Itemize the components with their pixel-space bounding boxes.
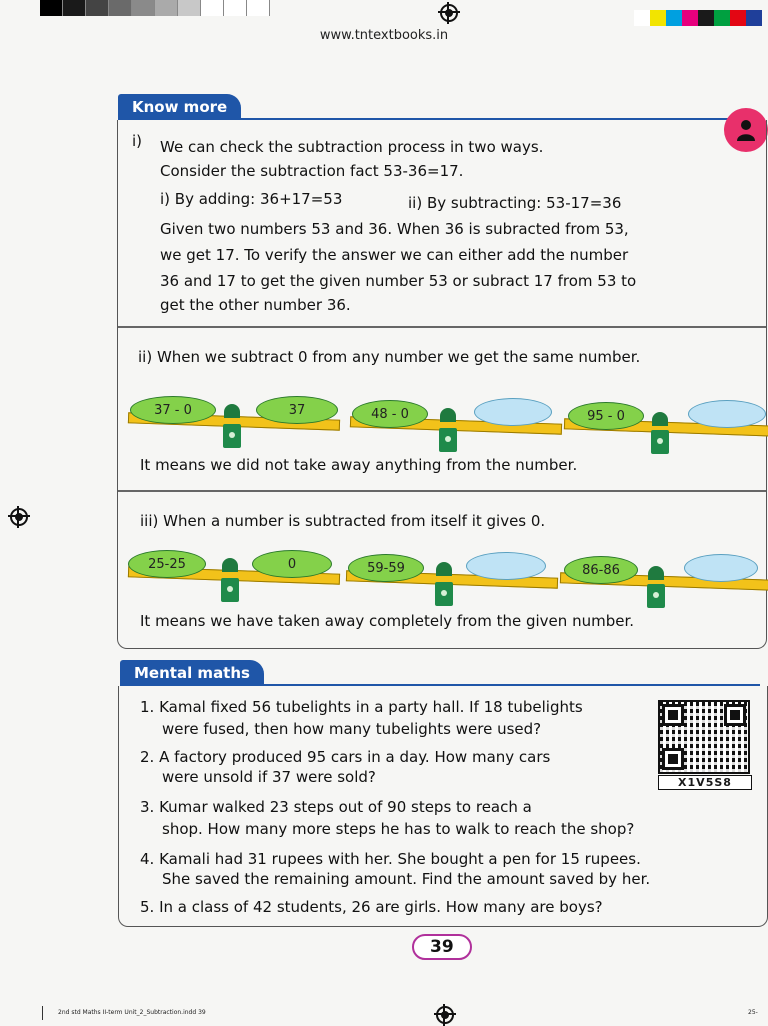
balance-scale-3 — [564, 402, 768, 472]
gray-swatch — [63, 0, 86, 16]
q1-line1: 1. Kamal fixed 56 tubelights in a party hall. If 18 tubelights — [140, 698, 583, 716]
scale-answer-pan — [684, 554, 758, 582]
crop-mark — [42, 1006, 43, 1020]
color-swatch — [698, 10, 714, 26]
scale-answer-pan — [474, 398, 552, 426]
gray-swatch — [178, 0, 201, 16]
q5-line: 5. In a class of 42 students, 26 are girls. How many are boys? — [140, 898, 603, 916]
website-url: www.tntextbooks.in — [319, 28, 449, 43]
q3-line1: 3. Kumar walked 23 steps out of 90 steps to reach a — [140, 798, 532, 816]
registration-mark-left — [10, 508, 28, 526]
gray-swatch — [224, 0, 247, 16]
color-swatch — [714, 10, 730, 26]
color-swatch — [682, 10, 698, 26]
p3-text: iii) When a number is subtracted from itself it gives 0. — [140, 512, 546, 530]
p1-line1: We can check the subtraction process in two ways. — [160, 138, 544, 156]
p1-by-adding: i) By adding: 36+17=53 — [160, 190, 343, 208]
q4-line1: 4. Kamali had 31 rupees with her. She bought a pen for 15 rupees. — [140, 850, 641, 868]
page-number: 39 — [412, 934, 472, 960]
registration-mark-bottom — [436, 1006, 454, 1024]
qr-code-label: X1V5S8 — [658, 775, 752, 790]
grayscale-print-strip — [40, 0, 270, 16]
scale-left-pan: 48 - 0 — [352, 400, 428, 428]
p2-note: It means we did not take away anything from the number. — [140, 456, 578, 474]
scale-left-pan: 25-25 — [128, 550, 206, 578]
p1-by-subtracting: ii) By subtracting: 53-17=36 — [408, 194, 622, 212]
scale-answer-pan — [688, 400, 766, 428]
p1-line4: Given two numbers 53 and 36. When 36 is subracted from 53, — [160, 220, 629, 238]
gray-swatch — [109, 0, 132, 16]
p1-line2: Consider the subtraction fact 53-36=17. — [160, 162, 464, 180]
q2-line2: were unsold if 37 were sold? — [162, 768, 376, 786]
q3-line2: shop. How many more steps he has to walk to reach the shop? — [162, 820, 635, 838]
scale-left-pan: 37 - 0 — [130, 396, 216, 424]
know-more-title: Know more — [118, 94, 241, 120]
registration-mark-top — [440, 4, 458, 22]
scale-right-pan: 0 — [252, 550, 332, 578]
color-swatch — [650, 10, 666, 26]
p3-note: It means we have taken away completely from the given number. — [140, 612, 634, 630]
footer-filename: 2nd std Maths II-term Unit_2_Subtraction.indd 39 — [58, 1009, 206, 1016]
p2-text: ii) When we subtract 0 from any number we get the same number. — [138, 348, 641, 366]
qr-code-block[interactable] — [658, 700, 752, 790]
gray-swatch — [132, 0, 155, 16]
scale-left-pan: 59-59 — [348, 554, 424, 582]
color-swatch — [666, 10, 682, 26]
q2-line1: 2. A factory produced 95 cars in a day. How many cars — [140, 748, 551, 766]
p1-line6: 36 and 17 to get the given number 53 or subract 17 from 53 to — [160, 272, 637, 290]
scale-right-pan: 37 — [256, 396, 338, 424]
mental-maths-title: Mental maths — [120, 660, 264, 686]
p1-line7: get the other number 36. — [160, 296, 351, 314]
q4-line2: She saved the remaining amount. Find the amount saved by her. — [162, 870, 651, 888]
scale-left-pan: 86-86 — [564, 556, 638, 584]
q1-line2: were fused, then how many tubelights were used? — [162, 720, 542, 738]
color-swatch — [634, 10, 650, 26]
gray-swatch — [247, 0, 270, 16]
color-swatch — [746, 10, 762, 26]
p1-line5: we get 17. To verify the answer we can either add the number — [160, 246, 629, 264]
scale-answer-pan — [466, 552, 546, 580]
gray-swatch — [201, 0, 224, 16]
divider-1 — [118, 326, 766, 328]
footer-right: 25- — [748, 1009, 758, 1016]
gray-swatch — [40, 0, 63, 16]
p1-number: i) — [132, 132, 143, 150]
color-print-strip — [634, 10, 762, 26]
color-swatch — [730, 10, 746, 26]
gray-swatch — [86, 0, 109, 16]
scale-left-pan: 95 - 0 — [568, 402, 644, 430]
gray-swatch — [155, 0, 178, 16]
divider-2 — [118, 490, 766, 492]
qr-code-icon[interactable] — [658, 700, 750, 774]
